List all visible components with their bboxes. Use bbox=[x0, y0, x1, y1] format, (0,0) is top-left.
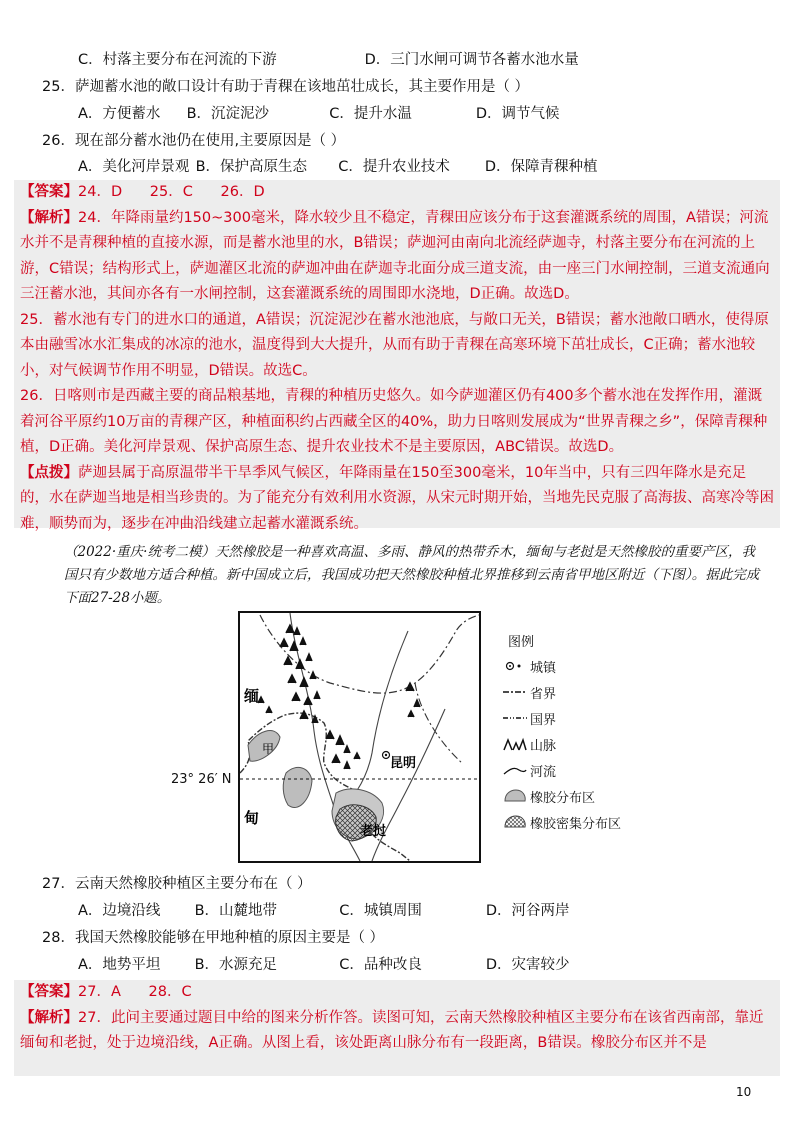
answer-tag: 【答案】 bbox=[20, 184, 78, 200]
analysis2-tag: 【解析】 bbox=[20, 1009, 78, 1026]
rubber-map bbox=[238, 611, 481, 863]
q25-option-b: B．沉淀泥沙 bbox=[186, 106, 270, 122]
rubber-area-2 bbox=[283, 767, 312, 807]
legend-rubber-dense-label: 橡胶密集分布区 bbox=[530, 816, 622, 832]
legend-rubber-dense bbox=[500, 812, 621, 832]
q27-option-c: C．城镇周围 bbox=[339, 903, 422, 919]
analysis-27 bbox=[20, 1006, 774, 1057]
legend-river bbox=[500, 760, 556, 780]
q26-option-b: B．保护高原生态 bbox=[195, 159, 308, 175]
latitude-label: 23° 26′ N bbox=[171, 772, 232, 787]
answer-block-27-28 bbox=[14, 980, 780, 1076]
province-border-icon bbox=[500, 688, 530, 696]
q25-options bbox=[78, 104, 560, 124]
legend-title: 图例 bbox=[508, 634, 535, 650]
label-kunming: 昆明 bbox=[390, 756, 417, 771]
q25-option-c: C．提升水温 bbox=[329, 106, 412, 122]
dianbo-text: 萨迦县属于高原温带半干旱季风气候区，年降雨量在150至300毫米，10年当中，只有三四年降水是充足的，水在萨迦当地是相当珍贵的。为了能充分有效利用水资源，从宋元时期开始，当地先民克服了高海拔、高寒冷等困难，顺势而为，逐步在冲曲沿线建立起蓄水灌溉系统。 bbox=[20, 464, 774, 532]
q25-option-d: D．调节气候 bbox=[475, 106, 560, 122]
q26-option-d: D．保障青稞种植 bbox=[484, 159, 598, 175]
legend-mountain bbox=[500, 734, 556, 754]
q27-option-b: B．山麓地带 bbox=[194, 903, 278, 919]
legend-mountain-label: 山脉 bbox=[530, 738, 557, 754]
answer2-values: 27．A 28．C bbox=[78, 984, 192, 1000]
q27-stem: 27．云南天然橡胶种植区主要分布在（ ） bbox=[42, 876, 312, 892]
legend-province bbox=[500, 682, 556, 702]
answer-block-24-26 bbox=[14, 180, 780, 532]
q24-option-c: C．村落主要分布在河流的下游 bbox=[78, 52, 277, 68]
q28-option-d: D．灾害较少 bbox=[485, 957, 570, 973]
river-icon bbox=[500, 764, 530, 776]
q28-option-a: A．地势平坦 bbox=[78, 957, 161, 973]
legend-national bbox=[500, 708, 556, 728]
q28-option-c: C．品种改良 bbox=[339, 957, 422, 973]
q24-option-d: D．三门水闸可调节各蓄水池水量 bbox=[364, 52, 579, 68]
dianbo bbox=[20, 461, 774, 538]
mountain-range bbox=[258, 625, 420, 769]
label-jia: 甲 bbox=[262, 742, 275, 756]
legend-province-label: 省界 bbox=[530, 686, 557, 702]
map-svg bbox=[240, 613, 479, 861]
analysis-24 bbox=[20, 206, 774, 308]
label-laos: 老挝 bbox=[360, 824, 387, 839]
material-intro bbox=[38, 541, 768, 610]
rubber-area-icon bbox=[500, 788, 530, 804]
legend-city bbox=[500, 656, 556, 676]
dianbo-tag: 【点拨】 bbox=[20, 464, 78, 481]
analysis-tag: 【解析】 bbox=[20, 209, 78, 226]
q27-option-a: A．边境沿线 bbox=[78, 903, 161, 919]
analysis-25: 25．蓄水池有专门的进水口的通道，A错误；沉淀泥沙在蓄水池池底，与敞口无关，B错误；蓄水池敞口晒水，使得原本由融雪冰水汇集成的冰凉的池水，温度得到大大提升，从而有助于青稞在高寒环境下茁壮成长，C正确；蓄水池较小，对气候调节作用不明显，D错误。故选C。 bbox=[20, 311, 769, 379]
q25-option-a: A．方便蓄水 bbox=[78, 106, 161, 122]
answer-line-27-28 bbox=[20, 980, 774, 1006]
national-border-icon bbox=[500, 714, 530, 722]
answer-values: 24．D 25．C 26．D bbox=[78, 184, 265, 200]
q27-option-d: D．河谷两岸 bbox=[485, 903, 570, 919]
analysis-26: 26．日喀则市是西藏主要的商品粮基地，青稞的种植历史悠久。如今萨迦灌区仍有400多个蓄水池在发挥作用，灌溉着河谷平原约10万亩的青稞产区，种植面积约占西藏全区的40%，助力日喀则发展成为“世界青稞之乡”，保障青稞种植，D正确。美化河岸景观、保护高原生态、提升农业技术不是主要原因，ABC错误。故选D。 bbox=[20, 388, 768, 455]
answer-line-24-26 bbox=[20, 180, 774, 206]
mountain-icon bbox=[500, 737, 530, 751]
q28-options bbox=[78, 955, 570, 975]
legend-city-label: 城镇 bbox=[530, 660, 557, 676]
page-number: 10 bbox=[736, 1085, 752, 1099]
q28-option-b: B．水源充足 bbox=[194, 957, 278, 973]
q28-stem: 28．我国天然橡胶能够在甲地种植的原因主要是（ ） bbox=[42, 930, 385, 946]
legend-national-label: 国界 bbox=[530, 712, 557, 728]
analysis-24-text: 24．年降雨量约150~300毫米，降水较少且不稳定，青稞田应该分布于这套灌溉系统的周围，A错误；河流水并不是青稞种植的直接水源，而是蓄水池里的水，B错误；萨迦河由南向北流经萨迦寺，村落主要分布在河流的上游，C错误；结构形式上，萨迦灌区北流的萨迦冲曲在萨迦寺北面分成三道支流，由一座三门水闸控制，三道支流通向三汪蓄水池，其间亦各有一水闸控制，这套灌溉系统的周围即水浇地，D正确。故选D。 bbox=[20, 209, 770, 302]
q26-option-a: A．美化河岸景观 bbox=[78, 159, 190, 175]
legend-rubber bbox=[500, 786, 595, 806]
q24-options-cd bbox=[78, 50, 579, 70]
q26-options bbox=[78, 157, 598, 177]
city-icon bbox=[500, 660, 530, 672]
label-myanmar-2: 甸 bbox=[244, 809, 260, 827]
q26-option-c: C．提升农业技术 bbox=[338, 159, 450, 175]
label-myanmar-1: 缅 bbox=[244, 687, 260, 705]
q25-stem: 25．萨迦蓄水池的敞口设计有助于青稞在该地茁壮成长，其主要作用是（ ） bbox=[42, 79, 530, 95]
analysis-27-text: 27．此问主要通过题目中给的图来分析作答。读图可知，云南天然橡胶种植区主要分布在该省西南部，靠近缅甸和老挝，处于边境沿线，A正确。从图上看，该处距离山脉分布有一段距离，B错误。橡胶分布区并不是 bbox=[20, 1009, 764, 1051]
legend-rubber-label: 橡胶分布区 bbox=[530, 790, 596, 806]
answer2-tag: 【答案】 bbox=[20, 984, 78, 1000]
rubber-dense-icon bbox=[500, 814, 530, 830]
q26-stem: 26．现在部分蓄水池仍在使用,主要原因是（ ） bbox=[42, 133, 346, 149]
q27-options bbox=[78, 901, 570, 921]
material-intro-text: （2022·重庆·统考二模）天然橡胶是一种喜欢高温、多雨、静风的热带乔木，缅甸与老挝是天然橡胶的重要产区，我国只有少数地方适合种植。新中国成立后，我国成功把天然橡胶种植北界推移到云南省甲地区附近（下图）。据此完成下面27-28小题。 bbox=[64, 544, 760, 606]
legend-river-label: 河流 bbox=[530, 764, 557, 780]
